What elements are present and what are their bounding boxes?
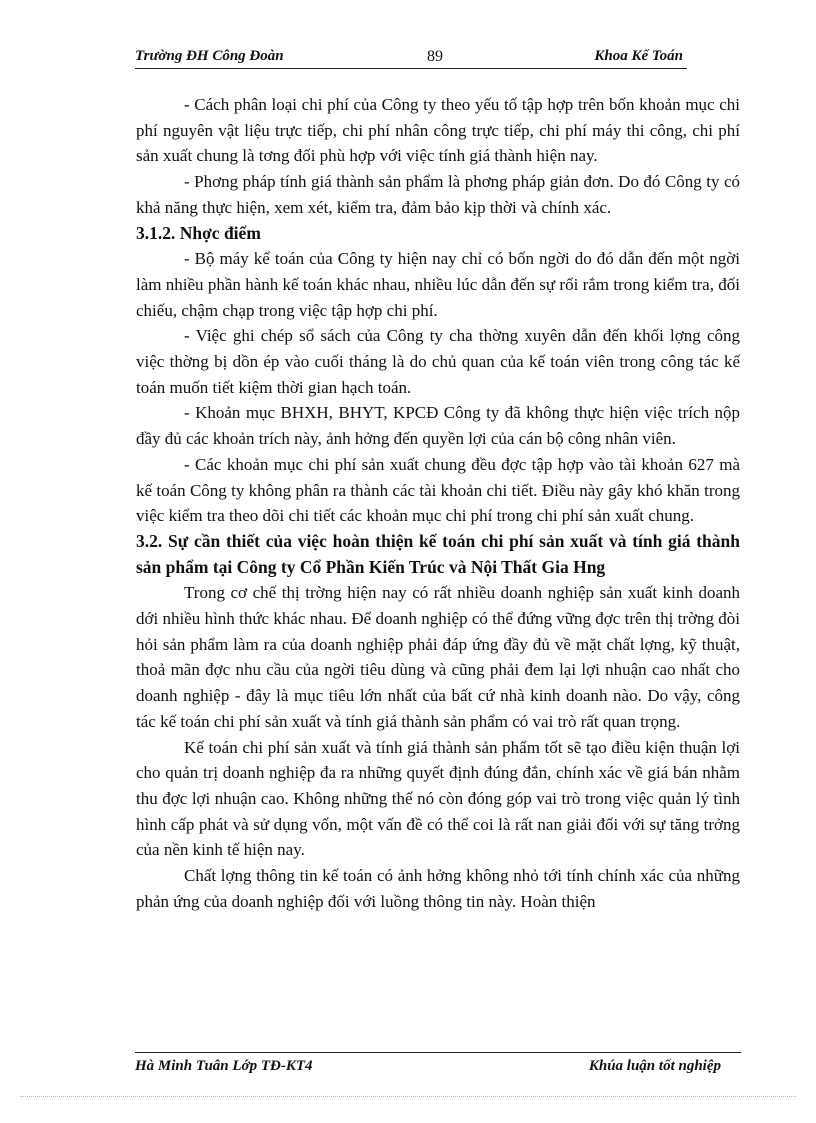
header-department: Khoa Kế Toán: [594, 48, 683, 64]
paragraph-3: - Bộ máy kế toán của Công ty hiện nay chỉ có bốn ngời do đó dẫn đến một ngời làm nhiều phần hành kế toán khác nhau, nhiều lúc dẫn đến sự rối rắm trong kiểm tra, đối chiếu, chậm chạp trong việc tập hợp chi phí.: [136, 249, 740, 320]
paragraph-5: - Khoản mục BHXH, BHYT, KPCĐ Công ty đã không thực hiện việc trích nộp đầy đủ các khoản trích này, ảnh hởng đến quyền lợi của cán bộ công nhân viên.: [136, 403, 740, 449]
paragraph-4: - Việc ghi chép sổ sách của Công ty cha thờng xuyên dẫn đến khối lợng công việc thờng bị dồn ép vào cuối tháng là do chủ quan của kế toán viên trong công tác kế toán muốn tiết kiệm thời gian hạch toán.: [136, 326, 740, 397]
page-footer: [135, 1058, 721, 1080]
paragraph-2: - Phơng pháp tính giá thành sản phẩm là phơng pháp giản đơn. Do đó Công ty có khả năng thực hiện, xem xét, kiểm tra, đảm bảo kịp thời và chính xác.: [136, 172, 740, 217]
footer-divider: [135, 1052, 741, 1053]
paragraph-8: Kế toán chi phí sản xuất và tính giá thành sản phẩm tốt sẽ tạo điều kiện thuận lợi cho quản trị doanh nghiệp đa ra những quyết định đúng đắn, chính xác về giá bán nhằm thu đợc lợi nhuận cao. Không những thế nó còn đóng góp vai trò trong việc quản lý tình hình cấp phát và sử dụng vốn, một vấn đề có thể coi là rất nan giải đối với sự tăng trởng của nền kinh tế hiện nay.: [136, 737, 740, 860]
paragraph-6: - Các khoản mục chi phí sản xuất chung đều đợc tập hợp vào tài khoản 627 mà kế toán Công ty không phân ra thành các tài khoản chi tiết. Điều này gây khó khăn trong việc kiểm tra theo dõi chi tiết các khoản mục chi phí trong chi phí sản xuất chung.: [136, 454, 740, 526]
paragraph-7: Trong cơ chế thị trờng hiện nay có rất nhiều doanh nghiệp sản xuất kinh doanh dới nhiều hình thức khác nhau. Để doanh nghiệp có thể đứng vững đợc trên thị trờng đòi hỏi sản phẩm làm ra của doanh nghiệp phải đáp ứng đầy đủ về mặt chất lợng, kỹ thuật, thoả mãn đợc nhu cầu của ngời tiêu dùng và cũng phải đem lại lợi nhuận cao nhất cho doanh nghiệp - đây là mục tiêu lớn nhất của bất cứ nhà kinh doanh nào. Do vậy, công tác kế toán chi phí sản xuất và tính giá thành sản phẩm có vai trò rất quan trọng.: [136, 583, 740, 731]
paragraph-9: Chất lợng thông tin kế toán có ảnh hởng không nhỏ tới tính chính xác của những phản ứng của doanh nghiệp đối với luồng thông tin này. Hoàn thiện: [136, 866, 740, 911]
page-header: [135, 46, 687, 68]
header-school: Trường ĐH Công Đoàn: [135, 48, 284, 64]
footer-title: Khúa luận tốt nghiệp: [588, 1058, 721, 1074]
header-divider: [135, 68, 687, 69]
footer-author: Hà Minh Tuân Lớp TĐ-KT4: [135, 1058, 313, 1074]
page-number: 89: [427, 48, 443, 65]
section-heading-3-2: 3.2. Sự cần thiết của việc hoàn thiện kế toán chi phí sản xuất và tính giá thành sản phẩm tại Công ty Cổ Phần Kiến Trúc và Nội Thất Gia Hng: [136, 530, 740, 577]
paragraph-1: - Cách phân loại chi phí của Công ty theo yếu tố tập hợp trên bốn khoản mục chi phí nguyên vật liệu trực tiếp, chi phí nhân công trực tiếp, chi phí máy thi công, chi phí sản xuất chung là tơng đối phù hợp với việc tính giá thành hiện nay.: [136, 95, 740, 166]
section-heading-3-1-2: 3.1.2. Nhợc điểm: [136, 222, 261, 243]
page-bottom-border: [20, 1096, 796, 1097]
document-body: [136, 92, 740, 915]
